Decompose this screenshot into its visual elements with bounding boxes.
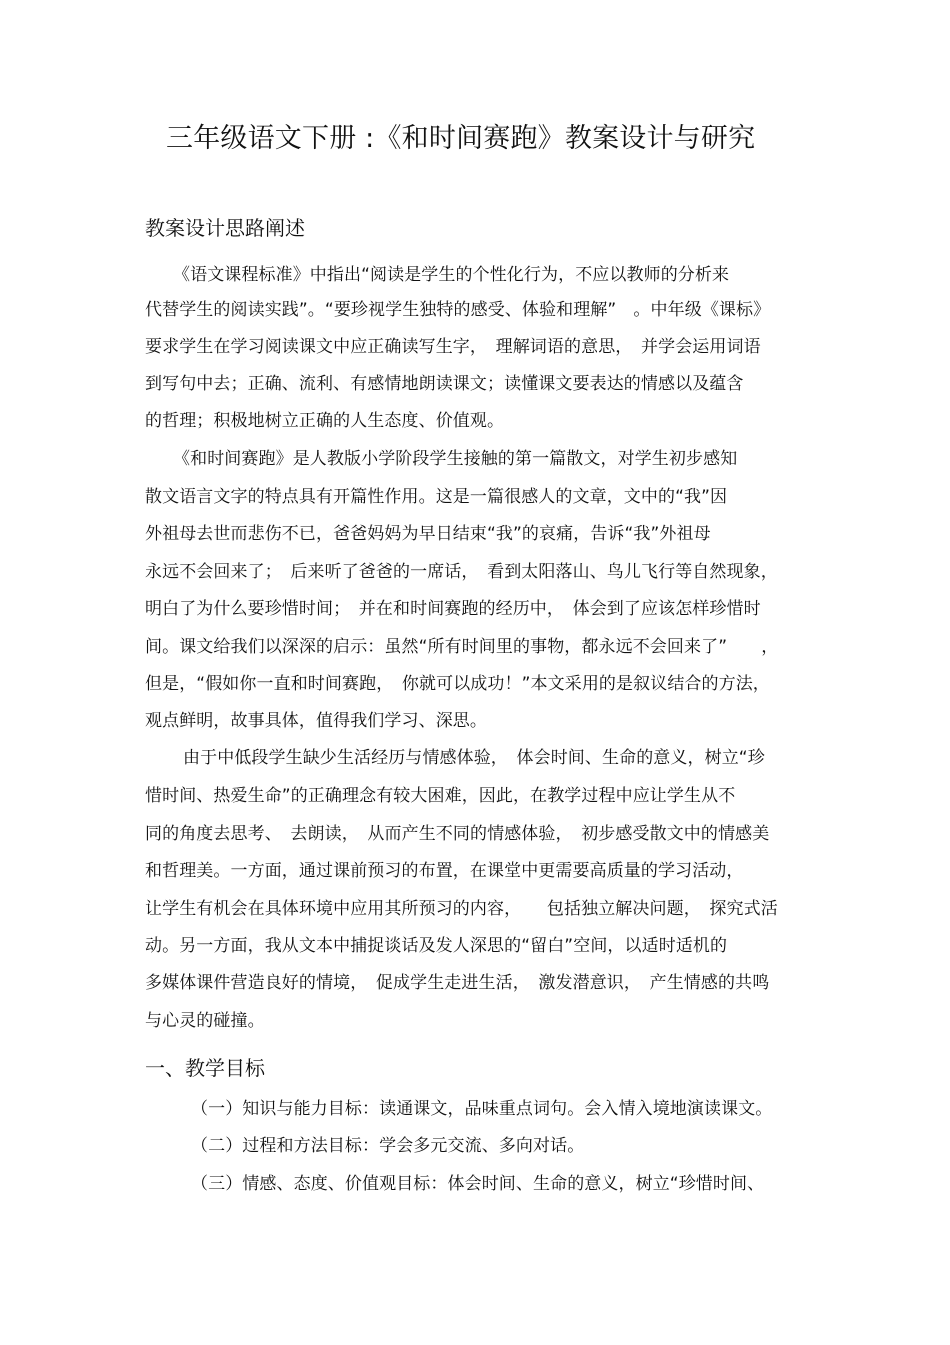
paragraph-2-line-3: 外祖母去世而悲伤不已，爸爸妈妈为早日结束“我”的哀痛，告诉“我”外祖母: [145, 524, 711, 544]
paragraph-3-line-4: 和哲理美。一方面，通过课前预习的布置，在课堂中更需要高质量的学习活动，: [145, 861, 744, 881]
paragraph-3-line-3: 同的角度去思考、 去朗读， 从而产生不同的情感体验， 初步感受散文中的情感美: [145, 824, 770, 844]
paragraph-3-line-7: 多媒体课件营造良好的情境， 促成学生走进生活， 激发潜意识， 产生情感的共鸣: [145, 973, 770, 993]
paragraph-2-line-1: 《和时间赛跑》是人教版小学阶段学生接触的第一篇散文，对学生初步感知: [173, 449, 738, 469]
paragraph-3-line-6: 动。另一方面，我从文本中捕捉谈话及发人深思的“留白”空间，以适时适机的: [145, 936, 728, 956]
paragraph-3-line-8: 与心灵的碰撞。: [145, 1011, 265, 1031]
paragraph-3-line-2: 惜时间、热爱生命”的正确理念有较大困难，因此，在教学过程中应让学生从不: [145, 786, 736, 806]
paragraph-2-line-6: 间。课文给我们以深深的启示：虽然“所有时间里的事物，都永远不会回来了” ，: [145, 637, 779, 657]
paragraph-2-line-5: 明白了为什么要珍惜时间； 并在和时间赛跑的经历中， 体会到了应该怎样珍惜时: [145, 599, 761, 619]
paragraph-1-line-5: 的哲理；积极地树立正确的人生态度、价值观。: [145, 411, 505, 431]
teaching-goals-heading: 一、教学目标: [145, 1056, 265, 1080]
document-title: 三年级语文下册 :《和时间赛跑》教案设计与研究: [166, 123, 756, 154]
paragraph-1-line-3: 要求学生在学习阅读课文中应正确读写生字， 理解词语的意思， 并学会运用词语: [145, 337, 761, 357]
section-heading: 教案设计思路阐述: [145, 216, 305, 240]
paragraph-2-line-8: 观点鲜明，故事具体，值得我们学习、深思。: [145, 711, 487, 731]
paragraph-2-line-4: 永远不会回来了； 后来听了爸爸的一席话， 看到太阳落山、鸟儿飞行等自然现象，: [145, 562, 778, 582]
goal-item-1: （一）知识与能力目标：读通课文，品味重点词句。会入情入境地演读课文。: [191, 1099, 773, 1119]
paragraph-1-line-2: 代替学生的阅读实践”。“要珍视学生独特的感受、体验和理解” 。中年级《课标》: [145, 300, 771, 320]
paragraph-2-line-2: 散文语言文字的特点具有开篇性作用。这是一篇很感人的文章，文中的“我”因: [145, 487, 728, 507]
paragraph-3-line-5: 让学生有机会在具体环境中应用其所预习的内容， 包括独立解决问题， 探究式活: [145, 899, 778, 919]
paragraph-3-line-1: 由于中低段学生缺少生活经历与情感体验， 体会时间、生命的意义，树立“珍: [183, 748, 765, 768]
paragraph-1-line-4: 到写句中去；正确、流利、有感情地朗读课文；读懂课文要表达的情感以及蕴含: [145, 374, 744, 394]
goal-item-2: （二）过程和方法目标：学会多元交流、多向对话。: [191, 1136, 585, 1156]
paragraph-1-line-1: 《语文课程标准》中指出“阅读是学生的个性化行为，不应以教师的分析来: [173, 265, 730, 285]
goal-item-3: （三）情感、态度、价值观目标：体会时间、生命的意义，树立“珍惜时间、: [191, 1174, 765, 1194]
paragraph-2-line-7: 但是，“假如你一直和时间赛跑， 你就可以成功！”本文采用的是叙议结合的方法，: [145, 674, 770, 694]
